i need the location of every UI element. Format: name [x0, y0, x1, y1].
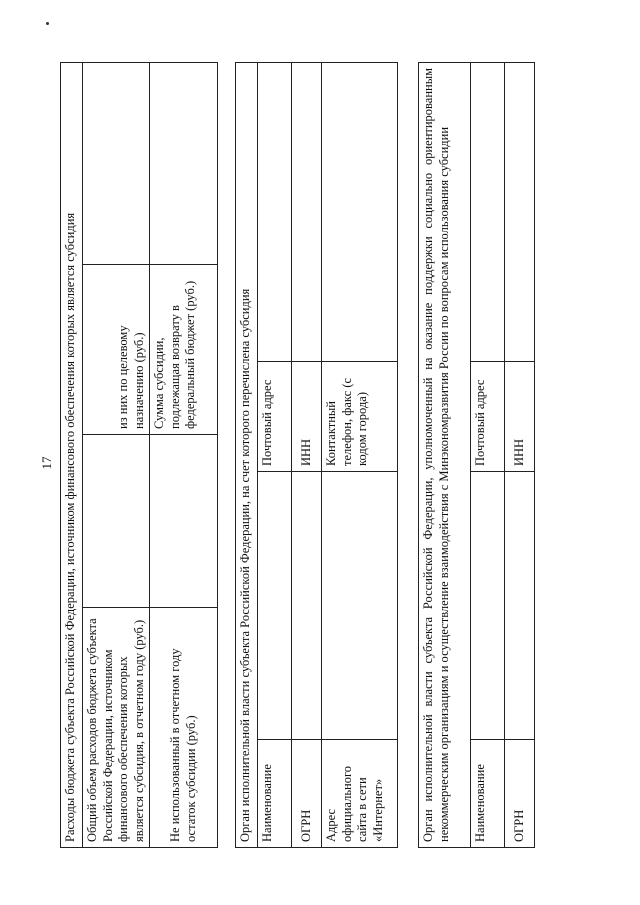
name-label: Наименование: [471, 740, 505, 848]
inn-label: ИНН: [292, 362, 322, 472]
website-label: Адрес официального сайта в сети «Интернет»: [322, 740, 398, 848]
table2-header: Орган исполнительной власти субъекта Российской Федерации, на счет которого перечислена субсидия: [236, 62, 258, 847]
postal-label: Почтовый адрес: [258, 362, 292, 472]
page-number: 17: [39, 456, 54, 470]
name-label: Наименование: [258, 740, 292, 848]
inn-value[interactable]: [292, 62, 322, 361]
budget-expenses-table: [60, 62, 218, 848]
inn-label: ИНН: [505, 362, 535, 472]
targeted-expenses-value[interactable]: [83, 62, 150, 264]
ogrn-value[interactable]: [292, 472, 322, 740]
postal-value[interactable]: [258, 62, 292, 361]
table3-header: Орган исполнительной власти субъекта Российской Федерации, уполномоченный на оказание поддержки социально ориентированным некоммерческим организациям и осуществление взаимодействия с Минэкономразвития России по вопросам использования субсидии: [419, 62, 471, 847]
phone-value[interactable]: [322, 62, 398, 361]
name-value[interactable]: [258, 472, 292, 740]
targeted-expenses-label: из них по целевому назначению (руб.): [83, 265, 150, 435]
name-value[interactable]: [471, 472, 505, 740]
unused-balance-label: Не использованный в отчетном году остаток субсидии (руб.): [150, 608, 218, 848]
refund-amount-value[interactable]: [150, 62, 218, 264]
authorized-authority-table: [418, 62, 535, 848]
total-expenses-label: Общий объем расходов бюджета субъекта Российской Федерации, источником финансового обеспечения которых является субсидия, в отчетном году (руб.): [83, 608, 150, 848]
table1-header: Расходы бюджета субъекта Российской Федерации, источником финансового обеспечения которых является субсидия: [61, 62, 83, 847]
ogrn-label: ОГРН: [505, 740, 535, 848]
unused-balance-value[interactable]: [150, 435, 218, 608]
postal-value[interactable]: [471, 62, 505, 361]
phone-label: Контактный телефон, факс (с кодом города): [322, 362, 398, 472]
postal-label: Почтовый адрес: [471, 362, 505, 472]
recipient-authority-table: [235, 62, 398, 848]
website-value[interactable]: [322, 472, 398, 740]
ogrn-label: ОГРН: [292, 740, 322, 848]
inn-value[interactable]: [505, 62, 535, 361]
total-expenses-value[interactable]: [83, 435, 150, 608]
rotated-form: [60, 63, 580, 848]
ogrn-value[interactable]: [505, 472, 535, 740]
scan-dot: [46, 22, 49, 25]
refund-amount-label: Сумма субсидии, подлежащая возврату в федеральный бюджет (руб.): [150, 265, 218, 435]
